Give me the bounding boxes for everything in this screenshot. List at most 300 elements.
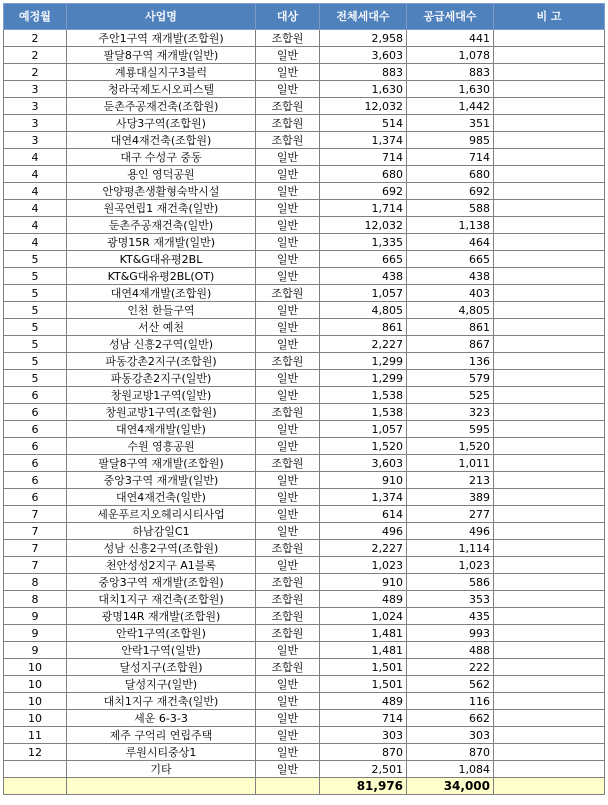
cell-total-units: 1,714 bbox=[320, 200, 407, 217]
cell-total-units: 2,958 bbox=[320, 30, 407, 47]
cell-total-units: 1,374 bbox=[320, 132, 407, 149]
table-row bbox=[4, 149, 605, 166]
cell-supply-units: 662 bbox=[407, 710, 494, 727]
cell-supply-units: 116 bbox=[407, 693, 494, 710]
cell-total-units: 2,227 bbox=[320, 336, 407, 353]
cell-remarks bbox=[494, 727, 605, 744]
cell-remarks bbox=[494, 523, 605, 540]
cell-remarks bbox=[494, 268, 605, 285]
table-row bbox=[4, 761, 605, 778]
cell-supply-units: 323 bbox=[407, 404, 494, 421]
cell-supply-units: 870 bbox=[407, 744, 494, 761]
table-row bbox=[4, 268, 605, 285]
cell-month: 7 bbox=[4, 540, 67, 557]
cell-project-name: 수원 영흥공원 bbox=[67, 438, 256, 455]
table-row bbox=[4, 47, 605, 64]
cell-total-units: 714 bbox=[320, 149, 407, 166]
table-row bbox=[4, 183, 605, 200]
cell-month: 10 bbox=[4, 659, 67, 676]
cell-project-name: 대연4재개발(일반) bbox=[67, 421, 256, 438]
cell-project-name: 제주 구억리 연립주택 bbox=[67, 727, 256, 744]
cell-project-name: 안락1구역(일반) bbox=[67, 642, 256, 659]
cell-project-name: 창원교방1구역(조합원) bbox=[67, 404, 256, 421]
cell-project-name: 달성지구(조합원) bbox=[67, 659, 256, 676]
cell-target: 일반 bbox=[256, 387, 320, 404]
table-row bbox=[4, 642, 605, 659]
cell-supply-units: 277 bbox=[407, 506, 494, 523]
cell-total-units: 1,023 bbox=[320, 557, 407, 574]
cell-target: 일반 bbox=[256, 761, 320, 778]
cell-month: 4 bbox=[4, 234, 67, 251]
cell-month: 5 bbox=[4, 251, 67, 268]
cell-total-units: 514 bbox=[320, 115, 407, 132]
table-row bbox=[4, 302, 605, 319]
cell-remarks bbox=[494, 489, 605, 506]
table-row bbox=[4, 625, 605, 642]
cell-project-name: 용인 영덕공원 bbox=[67, 166, 256, 183]
cell-project-name: 루원시티중상1 bbox=[67, 744, 256, 761]
cell-month bbox=[4, 761, 67, 778]
cell-total-units: 489 bbox=[320, 591, 407, 608]
cell-total-units: 4,805 bbox=[320, 302, 407, 319]
table-row bbox=[4, 489, 605, 506]
cell-month: 4 bbox=[4, 200, 67, 217]
cell-project-name: 기타 bbox=[67, 761, 256, 778]
cell-target: 일반 bbox=[256, 523, 320, 540]
cell-remarks bbox=[494, 659, 605, 676]
cell-month: 3 bbox=[4, 132, 67, 149]
cell-month: 2 bbox=[4, 47, 67, 64]
cell-target: 일반 bbox=[256, 557, 320, 574]
cell-supply-units: 586 bbox=[407, 574, 494, 591]
cell-supply-units: 136 bbox=[407, 353, 494, 370]
cell-project-name: 주안1구역 재개발(조합원) bbox=[67, 30, 256, 47]
cell-target: 일반 bbox=[256, 81, 320, 98]
cell-supply-units: 1,630 bbox=[407, 81, 494, 98]
table-row bbox=[4, 710, 605, 727]
table-row bbox=[4, 98, 605, 115]
cell-supply-units: 1,084 bbox=[407, 761, 494, 778]
cell-target: 조합원 bbox=[256, 98, 320, 115]
cell-remarks bbox=[494, 353, 605, 370]
cell-supply-units: 222 bbox=[407, 659, 494, 676]
cell-project-name: 창원교방1구역(일반) bbox=[67, 387, 256, 404]
table-row bbox=[4, 744, 605, 761]
cell-target: 조합원 bbox=[256, 30, 320, 47]
cell-total-units: 714 bbox=[320, 710, 407, 727]
cell-total-units: 1,501 bbox=[320, 676, 407, 693]
cell-total-units: 692 bbox=[320, 183, 407, 200]
cell-remarks bbox=[494, 217, 605, 234]
cell-supply-units: 1,023 bbox=[407, 557, 494, 574]
cell-target: 일반 bbox=[256, 744, 320, 761]
cell-total-units: 910 bbox=[320, 472, 407, 489]
cell-supply-units: 588 bbox=[407, 200, 494, 217]
cell-target: 조합원 bbox=[256, 625, 320, 642]
cell-month: 6 bbox=[4, 438, 67, 455]
cell-month: 6 bbox=[4, 489, 67, 506]
cell-supply-units: 861 bbox=[407, 319, 494, 336]
table-row bbox=[4, 200, 605, 217]
cell-month: 5 bbox=[4, 336, 67, 353]
table-row bbox=[4, 557, 605, 574]
cell-month: 9 bbox=[4, 625, 67, 642]
cell-supply-units: 464 bbox=[407, 234, 494, 251]
table-row bbox=[4, 132, 605, 149]
table-row bbox=[4, 608, 605, 625]
cell-project-name: 성남 신흥2구역(일반) bbox=[67, 336, 256, 353]
header-project-name: 사업명 bbox=[67, 4, 256, 30]
cell-month: 6 bbox=[4, 421, 67, 438]
cell-supply-units: 1,442 bbox=[407, 98, 494, 115]
cell-month: 7 bbox=[4, 557, 67, 574]
cell-total-units: 1,630 bbox=[320, 81, 407, 98]
total-cell-total-units: 81,976 bbox=[320, 778, 407, 795]
cell-project-name: 안락1구역(조합원) bbox=[67, 625, 256, 642]
cell-project-name: 대치1지구 재건축(조합원) bbox=[67, 591, 256, 608]
cell-remarks bbox=[494, 404, 605, 421]
cell-supply-units: 441 bbox=[407, 30, 494, 47]
cell-project-name: 대치1지구 재건축(일반) bbox=[67, 693, 256, 710]
cell-supply-units: 985 bbox=[407, 132, 494, 149]
cell-remarks bbox=[494, 744, 605, 761]
cell-target: 일반 bbox=[256, 642, 320, 659]
cell-supply-units: 692 bbox=[407, 183, 494, 200]
cell-total-units: 2,501 bbox=[320, 761, 407, 778]
cell-target: 일반 bbox=[256, 693, 320, 710]
cell-total-units: 303 bbox=[320, 727, 407, 744]
cell-supply-units: 496 bbox=[407, 523, 494, 540]
table-row bbox=[4, 81, 605, 98]
cell-project-name: 서산 예천 bbox=[67, 319, 256, 336]
cell-month: 7 bbox=[4, 523, 67, 540]
table-row bbox=[4, 455, 605, 472]
cell-project-name: 안양평촌생활형숙박시설 bbox=[67, 183, 256, 200]
cell-target: 일반 bbox=[256, 336, 320, 353]
header-remarks: 비 고 bbox=[494, 4, 605, 30]
cell-remarks bbox=[494, 591, 605, 608]
cell-target: 조합원 bbox=[256, 608, 320, 625]
cell-project-name: 대연4재건축(조합원) bbox=[67, 132, 256, 149]
cell-remarks bbox=[494, 115, 605, 132]
cell-project-name: 둔촌주공재건축(일반) bbox=[67, 217, 256, 234]
table-row bbox=[4, 319, 605, 336]
cell-total-units: 438 bbox=[320, 268, 407, 285]
cell-project-name: 대연4재개발(조합원) bbox=[67, 285, 256, 302]
cell-remarks bbox=[494, 47, 605, 64]
cell-month: 3 bbox=[4, 115, 67, 132]
cell-supply-units: 867 bbox=[407, 336, 494, 353]
cell-remarks bbox=[494, 64, 605, 81]
table-row bbox=[4, 353, 605, 370]
cell-supply-units: 213 bbox=[407, 472, 494, 489]
cell-total-units: 489 bbox=[320, 693, 407, 710]
cell-target: 일반 bbox=[256, 472, 320, 489]
table-row bbox=[4, 472, 605, 489]
cell-remarks bbox=[494, 387, 605, 404]
cell-supply-units: 1,520 bbox=[407, 438, 494, 455]
cell-remarks bbox=[494, 98, 605, 115]
cell-month: 9 bbox=[4, 642, 67, 659]
cell-month: 5 bbox=[4, 285, 67, 302]
cell-project-name: 광명14R 재개발(조합원) bbox=[67, 608, 256, 625]
cell-remarks bbox=[494, 319, 605, 336]
cell-remarks bbox=[494, 557, 605, 574]
cell-total-units: 1,481 bbox=[320, 625, 407, 642]
cell-supply-units: 389 bbox=[407, 489, 494, 506]
total-row bbox=[4, 778, 605, 795]
cell-total-units: 496 bbox=[320, 523, 407, 540]
table-row bbox=[4, 523, 605, 540]
cell-target: 조합원 bbox=[256, 574, 320, 591]
cell-project-name: 사당3구역(조합원) bbox=[67, 115, 256, 132]
cell-project-name: 팔달8구역 재개발(조합원) bbox=[67, 455, 256, 472]
cell-remarks bbox=[494, 761, 605, 778]
cell-target: 일반 bbox=[256, 319, 320, 336]
cell-target: 일반 bbox=[256, 676, 320, 693]
cell-target: 일반 bbox=[256, 200, 320, 217]
cell-month: 5 bbox=[4, 319, 67, 336]
header-row bbox=[4, 4, 605, 30]
cell-total-units: 1,057 bbox=[320, 421, 407, 438]
cell-total-units: 12,032 bbox=[320, 217, 407, 234]
cell-target: 일반 bbox=[256, 149, 320, 166]
cell-total-units: 12,032 bbox=[320, 98, 407, 115]
table-row bbox=[4, 676, 605, 693]
cell-month: 4 bbox=[4, 217, 67, 234]
cell-target: 일반 bbox=[256, 489, 320, 506]
cell-month: 2 bbox=[4, 30, 67, 47]
cell-remarks bbox=[494, 574, 605, 591]
cell-month: 3 bbox=[4, 98, 67, 115]
cell-remarks bbox=[494, 438, 605, 455]
cell-total-units: 1,481 bbox=[320, 642, 407, 659]
cell-total-units: 1,299 bbox=[320, 353, 407, 370]
cell-total-units: 1,374 bbox=[320, 489, 407, 506]
cell-total-units: 861 bbox=[320, 319, 407, 336]
cell-target: 일반 bbox=[256, 727, 320, 744]
cell-remarks bbox=[494, 455, 605, 472]
table-row bbox=[4, 421, 605, 438]
cell-remarks bbox=[494, 166, 605, 183]
cell-remarks bbox=[494, 302, 605, 319]
table-row bbox=[4, 370, 605, 387]
cell-month: 5 bbox=[4, 370, 67, 387]
cell-supply-units: 351 bbox=[407, 115, 494, 132]
housing-supply-table bbox=[3, 3, 605, 795]
cell-target: 일반 bbox=[256, 217, 320, 234]
cell-target: 조합원 bbox=[256, 115, 320, 132]
table-row bbox=[4, 115, 605, 132]
cell-remarks bbox=[494, 506, 605, 523]
cell-supply-units: 438 bbox=[407, 268, 494, 285]
cell-project-name: 성남 신흥2구역(조합원) bbox=[67, 540, 256, 557]
cell-supply-units: 1,114 bbox=[407, 540, 494, 557]
cell-supply-units: 665 bbox=[407, 251, 494, 268]
table-row bbox=[4, 591, 605, 608]
cell-target: 일반 bbox=[256, 183, 320, 200]
cell-project-name: 팔달8구역 재개발(일반) bbox=[67, 47, 256, 64]
cell-supply-units: 680 bbox=[407, 166, 494, 183]
table-row bbox=[4, 217, 605, 234]
cell-total-units: 910 bbox=[320, 574, 407, 591]
cell-target: 일반 bbox=[256, 47, 320, 64]
table-row bbox=[4, 506, 605, 523]
cell-total-units: 614 bbox=[320, 506, 407, 523]
cell-supply-units: 595 bbox=[407, 421, 494, 438]
cell-target: 조합원 bbox=[256, 540, 320, 557]
cell-supply-units: 883 bbox=[407, 64, 494, 81]
cell-project-name: 인천 한들구역 bbox=[67, 302, 256, 319]
cell-total-units: 680 bbox=[320, 166, 407, 183]
cell-remarks bbox=[494, 625, 605, 642]
cell-supply-units: 1,011 bbox=[407, 455, 494, 472]
table-row bbox=[4, 387, 605, 404]
cell-remarks bbox=[494, 421, 605, 438]
table-row bbox=[4, 574, 605, 591]
header-month: 예정월 bbox=[4, 4, 67, 30]
total-cell-remarks bbox=[494, 778, 605, 795]
cell-total-units: 1,501 bbox=[320, 659, 407, 676]
cell-supply-units: 525 bbox=[407, 387, 494, 404]
cell-month: 10 bbox=[4, 693, 67, 710]
cell-target: 일반 bbox=[256, 370, 320, 387]
cell-project-name: 천안성성2지구 A1블록 bbox=[67, 557, 256, 574]
cell-remarks bbox=[494, 676, 605, 693]
cell-total-units: 1,520 bbox=[320, 438, 407, 455]
cell-supply-units: 714 bbox=[407, 149, 494, 166]
cell-remarks bbox=[494, 132, 605, 149]
table-row bbox=[4, 693, 605, 710]
cell-month: 4 bbox=[4, 149, 67, 166]
cell-remarks bbox=[494, 336, 605, 353]
cell-supply-units: 435 bbox=[407, 608, 494, 625]
cell-total-units: 1,538 bbox=[320, 404, 407, 421]
table-row bbox=[4, 540, 605, 557]
cell-month: 8 bbox=[4, 591, 67, 608]
table-row bbox=[4, 251, 605, 268]
cell-project-name: 하남감일C1 bbox=[67, 523, 256, 540]
table-row bbox=[4, 285, 605, 302]
cell-target: 조합원 bbox=[256, 132, 320, 149]
cell-target: 일반 bbox=[256, 64, 320, 81]
cell-month: 10 bbox=[4, 676, 67, 693]
cell-total-units: 2,227 bbox=[320, 540, 407, 557]
cell-remarks bbox=[494, 472, 605, 489]
cell-remarks bbox=[494, 370, 605, 387]
cell-project-name: 대구 수성구 중동 bbox=[67, 149, 256, 166]
cell-month: 5 bbox=[4, 268, 67, 285]
table-row bbox=[4, 234, 605, 251]
cell-supply-units: 353 bbox=[407, 591, 494, 608]
cell-target: 일반 bbox=[256, 302, 320, 319]
cell-project-name: 세운푸르지오헤리시티사업 bbox=[67, 506, 256, 523]
cell-project-name: 파동강촌2지구(일반) bbox=[67, 370, 256, 387]
cell-supply-units: 403 bbox=[407, 285, 494, 302]
cell-month: 8 bbox=[4, 574, 67, 591]
cell-target: 조합원 bbox=[256, 659, 320, 676]
header-target: 대상 bbox=[256, 4, 320, 30]
cell-month: 6 bbox=[4, 455, 67, 472]
header-supply-units: 공급세대수 bbox=[407, 4, 494, 30]
cell-month: 6 bbox=[4, 404, 67, 421]
cell-month: 3 bbox=[4, 81, 67, 98]
cell-remarks bbox=[494, 234, 605, 251]
cell-target: 일반 bbox=[256, 268, 320, 285]
cell-target: 조합원 bbox=[256, 455, 320, 472]
cell-remarks bbox=[494, 285, 605, 302]
cell-target: 일반 bbox=[256, 234, 320, 251]
cell-project-name: 대연4재건축(일반) bbox=[67, 489, 256, 506]
cell-remarks bbox=[494, 608, 605, 625]
cell-remarks bbox=[494, 693, 605, 710]
total-cell-supply-units: 34,000 bbox=[407, 778, 494, 795]
header-total-units: 전체세대수 bbox=[320, 4, 407, 30]
cell-total-units: 1,335 bbox=[320, 234, 407, 251]
cell-project-name: 중앙3구역 재개발(조합원) bbox=[67, 574, 256, 591]
cell-target: 조합원 bbox=[256, 591, 320, 608]
cell-month: 5 bbox=[4, 302, 67, 319]
cell-remarks bbox=[494, 710, 605, 727]
cell-month: 2 bbox=[4, 64, 67, 81]
cell-target: 일반 bbox=[256, 251, 320, 268]
cell-remarks bbox=[494, 540, 605, 557]
cell-month: 4 bbox=[4, 183, 67, 200]
cell-target: 일반 bbox=[256, 421, 320, 438]
cell-month: 11 bbox=[4, 727, 67, 744]
cell-total-units: 1,299 bbox=[320, 370, 407, 387]
cell-supply-units: 488 bbox=[407, 642, 494, 659]
cell-target: 일반 bbox=[256, 166, 320, 183]
cell-remarks bbox=[494, 183, 605, 200]
table-row bbox=[4, 404, 605, 421]
cell-total-units: 3,603 bbox=[320, 47, 407, 64]
cell-month: 10 bbox=[4, 710, 67, 727]
cell-project-name: 파동강촌2지구(조합원) bbox=[67, 353, 256, 370]
cell-target: 조합원 bbox=[256, 404, 320, 421]
cell-month: 12 bbox=[4, 744, 67, 761]
cell-target: 일반 bbox=[256, 710, 320, 727]
cell-target: 일반 bbox=[256, 438, 320, 455]
cell-total-units: 870 bbox=[320, 744, 407, 761]
cell-total-units: 665 bbox=[320, 251, 407, 268]
table-body bbox=[4, 30, 605, 795]
cell-total-units: 1,024 bbox=[320, 608, 407, 625]
cell-project-name: KT&G대유평2BL bbox=[67, 251, 256, 268]
cell-month: 6 bbox=[4, 472, 67, 489]
table-row bbox=[4, 336, 605, 353]
cell-total-units: 883 bbox=[320, 64, 407, 81]
cell-project-name: 달성지구(일반) bbox=[67, 676, 256, 693]
cell-total-units: 1,057 bbox=[320, 285, 407, 302]
cell-project-name: 광명15R 재개발(일반) bbox=[67, 234, 256, 251]
cell-project-name: 세운 6-3-3 bbox=[67, 710, 256, 727]
cell-target: 일반 bbox=[256, 506, 320, 523]
table-row bbox=[4, 727, 605, 744]
cell-remarks bbox=[494, 81, 605, 98]
total-cell-name bbox=[67, 778, 256, 795]
cell-total-units: 3,603 bbox=[320, 455, 407, 472]
cell-project-name: 원곡연립1 재건축(일반) bbox=[67, 200, 256, 217]
cell-target: 조합원 bbox=[256, 285, 320, 302]
cell-project-name: 계룡대실지구3블럭 bbox=[67, 64, 256, 81]
cell-project-name: 중앙3구역 재개발(일반) bbox=[67, 472, 256, 489]
cell-target: 조합원 bbox=[256, 353, 320, 370]
cell-supply-units: 579 bbox=[407, 370, 494, 387]
cell-remarks bbox=[494, 149, 605, 166]
cell-total-units: 1,538 bbox=[320, 387, 407, 404]
cell-month: 6 bbox=[4, 387, 67, 404]
